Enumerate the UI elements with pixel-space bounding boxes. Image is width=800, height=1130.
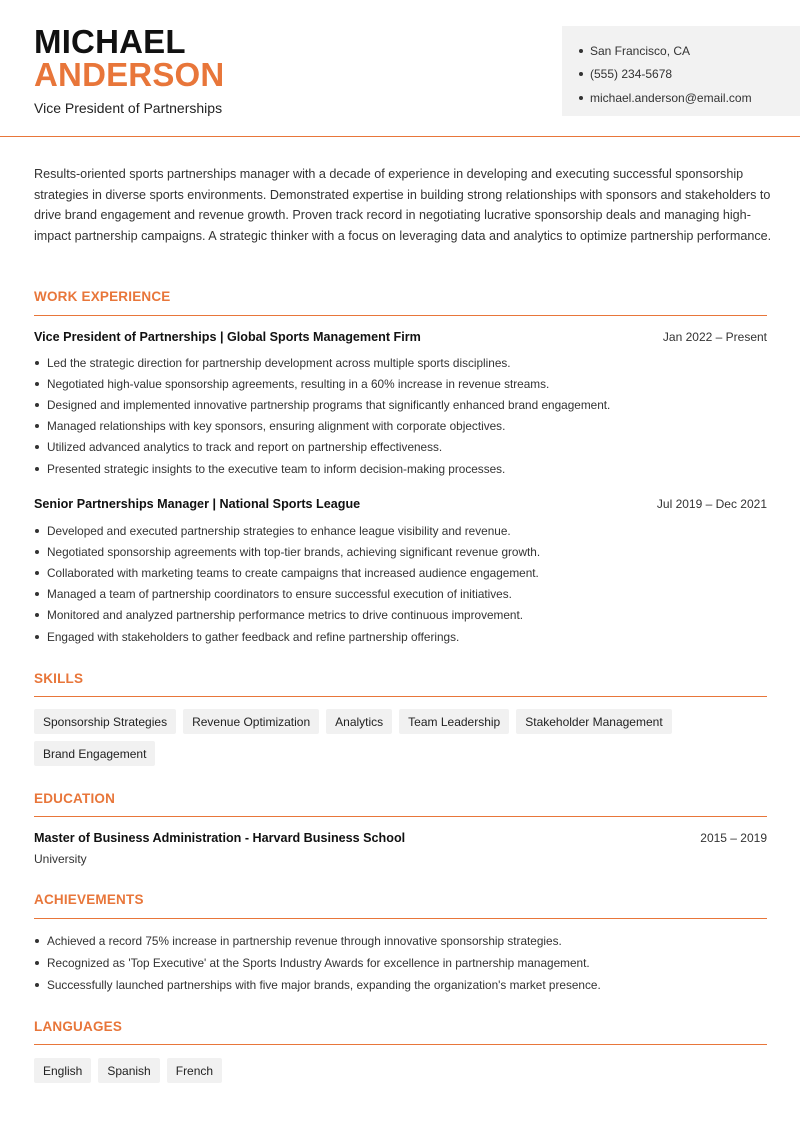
list-item [34,520,767,541]
job-title-company: Senior Partnerships Manager | National Sports League [34,497,361,511]
achievements-list [34,930,767,996]
bullet-icon [35,467,39,471]
skill-tag: Revenue Optimization [183,709,319,734]
skills-list [34,709,774,773]
skills-heading: SKILLS [34,671,84,686]
contact-phone [562,63,800,87]
job-bullet-list [34,352,767,479]
bullet-icon [35,361,39,365]
bullet-icon [35,550,39,554]
bullet-icon [35,939,39,943]
bullet-icon [579,49,583,53]
list-item [34,952,767,974]
job-dates: Jan 2022 – Present [662,330,767,344]
bullet-icon [35,529,39,533]
section-divider [34,1044,767,1045]
skill-tag: Analytics [326,709,392,734]
bullet-text: Successfully launched partnerships with five major brands, expanding the organization's market presence. [47,978,601,992]
education-heading: EDUCATION [34,791,116,806]
degree-title: Master of Business Administration - Harvard Business School [34,831,406,845]
language-tag: French [167,1058,222,1083]
bullet-text: Designed and implemented innovative partnership programs that significantly enhanced brand engagement. [47,397,611,412]
section-divider [34,816,767,817]
list-item [34,626,767,647]
list-item [34,437,767,458]
bullet-text: Utilized advanced analytics to track and report on partnership effectiveness. [47,440,443,455]
bullet-icon [35,424,39,428]
list-item [34,930,767,952]
list-item [34,562,767,583]
job-entry-header [34,330,767,344]
contact-phone-text: (555) 234-5678 [590,67,673,82]
languages-heading: LANGUAGES [34,1019,123,1034]
bullet-icon [579,72,583,76]
job-dates: Jul 2019 – Dec 2021 [656,497,767,511]
bullet-text: Led the strategic direction for partnership development across multiple sports disciplines. [47,355,511,370]
skill-tag: Stakeholder Management [516,709,671,734]
bullet-text: Developed and executed partnership strategies to enhance league visibility and revenue. [47,523,511,538]
last-name: ANDERSON [34,56,225,93]
job-bullet-list [34,520,767,647]
education-type: University [34,852,87,866]
bullet-icon [579,96,583,100]
bullet-icon [35,983,39,987]
contact-email-text: michael.anderson@email.com [590,90,752,105]
list-item [34,541,767,562]
list-item [34,584,767,605]
language-tag: English [34,1058,91,1083]
skill-tag: Brand Engagement [34,741,155,766]
list-item [34,458,767,479]
bullet-icon [35,613,39,617]
skill-tag: Team Leadership [399,709,509,734]
contact-email [562,86,800,110]
bullet-icon [35,635,39,639]
section-divider [34,918,767,919]
bullet-icon [35,961,39,965]
bullet-text: Achieved a record 75% increase in partnership revenue through innovative sponsorship strategies. [47,934,562,948]
bullet-text: Presented strategic insights to the executive team to inform decision-making processes. [47,461,506,476]
education-entry-header [34,831,767,845]
languages-list [34,1058,774,1090]
summary-paragraph: Results-oriented sports partnerships manager with a decade of experience in developing and executing successful sponsorship strategies in diverse sports environments. Demonstrated expertise in building strong relationships with sponsors and stakeholders to drive brand engagement and revenue growth. Proven track record in negotiating lucrative sponsorship deals and managing high-impact partnership campaigns. A strategic thinker with a focus on leveraging data and analytics to optimize partnership performance. [34,167,772,243]
first-name: MICHAEL [34,23,186,60]
education-dates: 2015 – 2019 [700,831,767,845]
skill-tag: Sponsorship Strategies [34,709,176,734]
bullet-icon [35,445,39,449]
list-item [34,352,767,373]
contact-location [562,39,800,63]
list-item [34,373,767,394]
bullet-icon [35,571,39,575]
bullet-text: Managed relationships with key sponsors, ensuring alignment with corporate objectives. [47,419,506,434]
contact-box [562,26,800,116]
bullet-text: Negotiated sponsorship agreements with top-tier brands, achieving significant revenue growth. [47,544,541,559]
section-divider [34,315,767,316]
achievements-heading: ACHIEVEMENTS [34,892,144,907]
list-item [34,974,767,996]
language-tag: Spanish [98,1058,159,1083]
section-divider [34,696,767,697]
bullet-icon [35,403,39,407]
bullet-text: Monitored and analyzed partnership performance metrics to drive continuous improvement. [47,608,524,623]
contact-location-text: San Francisco, CA [590,43,691,58]
bullet-text: Engaged with stakeholders to gather feedback and refine partnership offerings. [47,629,460,644]
bullet-text: Recognized as 'Top Executive' at the Sports Industry Awards for excellence in partnership management. [47,956,590,970]
bullet-text: Collaborated with marketing teams to create campaigns that increased audience engagement. [47,565,539,580]
bullet-icon [35,592,39,596]
resume-header [0,0,800,137]
bullet-text: Managed a team of partnership coordinators to ensure successful execution of initiatives. [47,587,512,602]
bullet-text: Negotiated high-value sponsorship agreements, resulting in a 60% increase in revenue streams. [47,376,550,391]
job-entry-header [34,497,767,511]
work-experience-heading: WORK EXPERIENCE [34,289,171,304]
job-title: Vice President of Partnerships [34,100,223,116]
job-title-company: Vice President of Partnerships | Global Sports Management Firm [34,330,421,344]
list-item [34,416,767,437]
bullet-icon [35,382,39,386]
list-item [34,394,767,415]
list-item [34,605,767,626]
